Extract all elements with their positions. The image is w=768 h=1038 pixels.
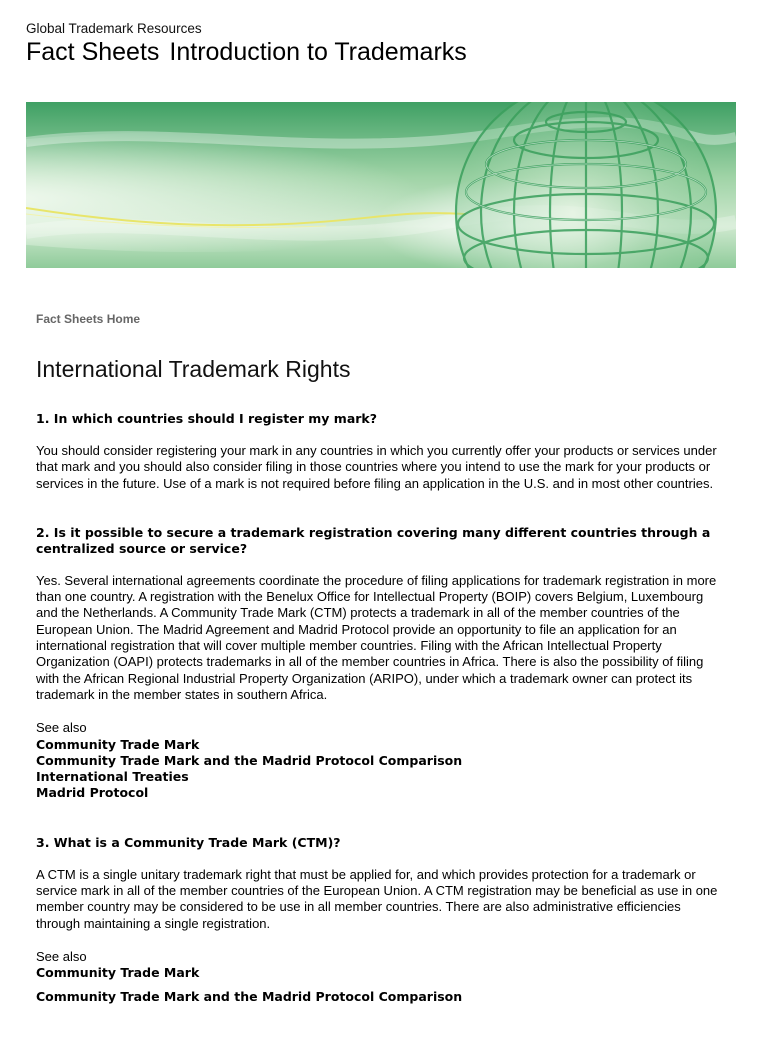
faq-answer: A CTM is a single unitary trademark right that must be applied for, and which provides protection for a trademark or service mark in all of the member countries of the European Union. A CTM registration may be beneficial as use in one member country may be considered to be use in all member countries. There are also administrative efficiencies through maintaining a single registration. <box>36 866 718 931</box>
banner-image <box>26 102 736 268</box>
globe-banner-graphic <box>26 102 736 268</box>
faq-question: 1. In which countries should I register my mark? <box>36 411 377 426</box>
see-also-label: See also <box>36 948 87 964</box>
faq-question: 3. What is a Community Trade Mark (CTM)? <box>36 834 341 850</box>
page-title <box>26 38 467 67</box>
faq-item-1 <box>36 411 726 492</box>
site-label: Global Trademark Resources <box>26 21 202 36</box>
main-content <box>36 356 726 1038</box>
see-also-link-ctm-madrid-comparison[interactable]: Community Trade Mark and the Madrid Protocol Comparison <box>36 752 463 768</box>
see-also-label: See also <box>36 720 87 736</box>
globe-icon <box>456 102 716 268</box>
faq-item-3 <box>36 835 726 1005</box>
see-also-link-madrid-protocol[interactable]: Madrid Protocol <box>36 785 149 801</box>
fact-sheets-home-link[interactable]: Fact Sheets Home <box>36 312 141 326</box>
faq-answer: You should consider registering your mark in any countries in which you currently offer your products or services under that mark and you should also consider filing in those countries where you intend to use the mark for your products or services in the future. Use of a mark is not required before filing an application in the U.S. and in most other countries. <box>36 443 717 491</box>
see-also-link-community-trade-mark[interactable]: Community Trade Mark <box>36 965 200 981</box>
see-also-link-community-trade-mark[interactable]: Community Trade Mark <box>36 736 200 752</box>
section-title: International Trademark Rights <box>36 356 351 382</box>
faq-answer: Yes. Several international agreements coordinate the procedure of filing applications for trademark registration in more than one country. A registration with the Benelux Office for Intellectual Property (BOIP) covers Belgium, Luxembourg and the Netherlands. A Community Trade Mark (CTM) protects a trademark in all of the member countries of the European Union. The Madrid Agreement and Madrid Protocol provide an opportunity to file an application for an international registration that will cover multiple member countries. Filing with the African Intellectual Property Organization (OAPI) protects trademarks in all of the member countries in Africa. There is also the possibility of filing with the African Regional Industrial Property Organization (ARIPO), under which a trademark owner can protect its trademark in the member states in southern Africa. <box>36 572 717 702</box>
title-part-fact-sheets: Fact Sheets <box>26 38 160 66</box>
see-also-link-ctm-madrid-comparison[interactable]: Community Trade Mark and the Madrid Protocol Comparison <box>36 988 463 1004</box>
faq-item-2 <box>36 525 726 802</box>
title-part-introduction: Introduction to Trademarks <box>169 38 467 66</box>
faq-question: 2. Is it possible to secure a trademark registration covering many different countries through a centralized source or service? <box>36 524 711 556</box>
see-also-list <box>36 949 726 1005</box>
see-also-list <box>36 720 726 801</box>
see-also-link-international-treaties[interactable]: International Treaties <box>36 769 189 785</box>
